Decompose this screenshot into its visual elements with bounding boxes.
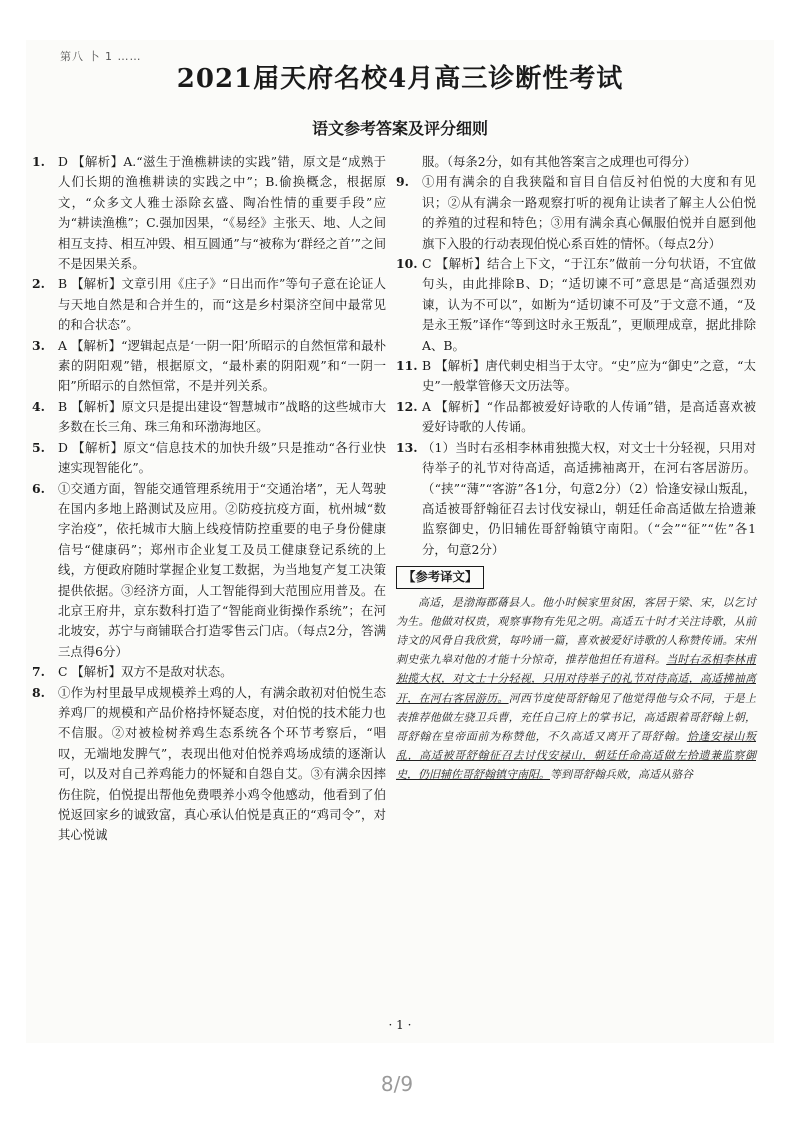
answer-text: 服。（每条2分，如有其他答案言之成理也可得分） xyxy=(422,154,697,169)
page-counter: 8/9 xyxy=(380,1072,414,1096)
answer-text: A 【解析】“逻辑起点是‘一阴一阳’所昭示的自然恒常和最朴素的阴阳观”错，根据原文，“最朴素的阴阳观”和“一阴一阳”所昭示的自然恒常，不是并列关系。 xyxy=(58,337,386,394)
answer-text: ①用有满余的自我狭隘和盲目自信反衬伯悦的大度和有见识；②从有满余一路观察打听的视角让读者了解主人公伯悦的养殖的过程和特色；③用有满余真心佩服伯悦并自愿到他旗下入股的行动表现伯悦心系百姓的情怀。（每点2分） xyxy=(422,174,756,251)
answer-text: B 【解析】原文只是提出建设“智慧城市”战略的这些城市大多数在长三角、珠三角和环渤海地区。 xyxy=(58,398,386,435)
answer-number: 1. xyxy=(32,154,45,169)
answer-item xyxy=(32,438,386,479)
header-handwriting: 第八 卜 1 …… xyxy=(60,50,142,63)
answer-number: 2. xyxy=(32,276,45,292)
right-column xyxy=(396,152,756,785)
answer-item xyxy=(32,152,386,274)
answer-item xyxy=(396,438,756,560)
answer-item xyxy=(32,336,386,397)
answer-item xyxy=(32,683,386,846)
answer-item xyxy=(396,152,756,172)
reference-text-underlined: 当时右丞相李林甫独揽大权，对文士十分轻视，只用对待举子的礼节对待高适，高适拂袖离开，在河右客居游历。 xyxy=(396,653,757,705)
scanned-page xyxy=(26,40,774,1043)
reference-text-underlined: 恰逢安禄山叛乱，高适被哥舒翰征召去讨伐安禄山，朝廷任命高适做左拾遗兼监察御史，仍旧辅佐哥舒翰镇守南阳。 xyxy=(396,729,757,782)
answer-text: B 【解析】文章引用《庄子》“日出而作”等句子意在论证人与天地自然是和合并生的，而“这是乡村渠济空间中最常见的和合状态”。 xyxy=(58,276,386,333)
answer-number: 7. xyxy=(32,664,45,680)
reference-text-part: 等到哥舒翰兵败，高适从骆谷 xyxy=(550,768,693,782)
answer-text: C 【解析】双方不是敌对状态。 xyxy=(58,664,233,680)
answer-number: 12. xyxy=(396,398,418,414)
answer-text: D 【解析】原文“信息技术的加快升级”只是推动“各行业快速实现智能化”。 xyxy=(58,439,386,476)
answer-number: 3. xyxy=(32,337,45,353)
answer-item xyxy=(32,274,386,335)
answer-number: 13. xyxy=(396,439,418,455)
answer-text: A 【解析】“作品都被爱好诗歌的人传诵”错，是高适喜欢被爱好诗歌的人传诵。 xyxy=(422,398,756,435)
page-number: · 1 · xyxy=(388,1018,412,1032)
answer-text: B 【解析】唐代刺史相当于太守。“史”应为“御史”之意，“太史”一般掌管修天文历法等。 xyxy=(422,358,756,394)
answer-item xyxy=(32,397,386,438)
answer-item xyxy=(32,479,386,663)
document-subtitle: 语文参考答案及评分细则 xyxy=(311,119,488,138)
answer-number: 6. xyxy=(32,480,45,496)
answer-item xyxy=(396,172,756,254)
answer-text: D 【解析】A.“滋生于渔樵耕读的实践”错，原文是“成熟于人们长期的渔樵耕读的实践之中”；B.偷换概念，根据原文，“众多文人雅士添除玄盛、陶冶性情的重要手段”应为“耕读渔樵”；C.强加因果，“《易经》主张天、地、人之间相互支持、相互冲毁、相互圆通”与“被称为‘群经之首’”之间不是因果关系。 xyxy=(58,154,386,272)
answer-item xyxy=(396,254,756,356)
answer-number: 9. xyxy=(396,174,409,190)
answer-number: 11. xyxy=(396,358,418,374)
reference-text-part: 高适，是渤海郡蓨县人。他小时候家里贫困，客居于梁、宋，以乞讨为生。他做对权贵，观察事物有先见之明。高适五十时才关注诗歌，从前诗文的风骨自我欣赏，每吟诵一篇，喜欢被爱好诗歌的人称赞传诵。宋州刺史张九皋对他的才能十分惊奇，推荐他担任有道科。 xyxy=(396,595,756,667)
answer-number: 8. xyxy=(32,684,45,700)
answer-number: 5. xyxy=(32,439,45,455)
reference-translation-text xyxy=(396,593,756,785)
answer-text: C 【解析】结合上下文，“于江东”做前一分句状语，不宜做句头，由此排除B、D；“适切谏不可”意思是“高适强烈劝谏，认为不可以”，如断为“适切谏不可及”于文意不通，“及是永王叛”译作“等到这时永王叛乱”，更顺理成章，据此排除A、B。 xyxy=(422,256,756,353)
answer-number: 4. xyxy=(32,398,45,414)
answer-text: ①作为村里最早成规模养土鸡的人，有满余敢初对伯悦生态养鸡厂的规模和产品价格持怀疑态度，对伯悦的技术能力也不信服。②对被检树养鸡生态系统各个环节考察后，“唱叹，无端地发脾气”，表现出他对伯悦养鸡场成绩的逐渐认可，以及对自己养鸡能力的怀疑和自怨自艾。③有满余因摔伤住院，伯悦提出帮他免费喂养小鸡令他感动，他看到了伯悦返回家乡的诚致富，真心承认伯悦是真正的“鸡司令”，对其心悦诚 xyxy=(58,684,386,843)
answer-item xyxy=(396,397,756,438)
answer-item xyxy=(396,356,756,397)
left-column xyxy=(32,152,386,846)
reference-translation-heading: 【参考译文】 xyxy=(396,566,484,588)
answer-text: （1）当时右丞相李林甫独揽大权，对文士十分轻视，只用对待举子的礼节对待高适，高适拂袖离开，在河右客居游历。（“挟”“薄”“客游”各1分，句意2分）（2）恰逢安禄山叛乱，高适被哥舒翰征召去讨伐安禄山，朝廷任命高适做左拾遗兼监察御史，仍旧辅佐哥舒翰镇守南阳。（“会”“征”“佐”各1分，句意2分） xyxy=(422,439,756,557)
reference-text-part: 河西节度使哥舒翰见了他觉得他与众不同，于是上表推荐他做左骁卫兵曹，充任自己府上的掌书记，高适跟着哥舒翰上朝，哥舒翰在皇帝面前为称赞他，不久高适又离开了哥舒翰。 xyxy=(396,691,757,743)
document-title: 2021届天府名校4月高三诊断性考试 xyxy=(176,64,624,94)
answer-text: ①交通方面，智能交通管理系统用于“交通治堵”，无人驾驶在国内多地上路测试及应用。②防疫抗疫方面，杭州城“数字治疫”，依托城市大脑上线疫情防控重要的电子身份健康信号“健康码”；郑州市企业复工及员工健康登记系统的上线，方便政府随时掌握企业复工数据，为当地复产复工决策提供依据。③经济方面，人工智能得到大范围应用普及。在北京王府井，京东数科打造了“智能商业街操作系统”；在河北坡安，苏宁与商铺联合打造零售云门店。（每点2分，答满三点得6分） xyxy=(58,480,386,659)
answer-number: 10. xyxy=(396,256,418,272)
answer-item xyxy=(32,662,386,682)
